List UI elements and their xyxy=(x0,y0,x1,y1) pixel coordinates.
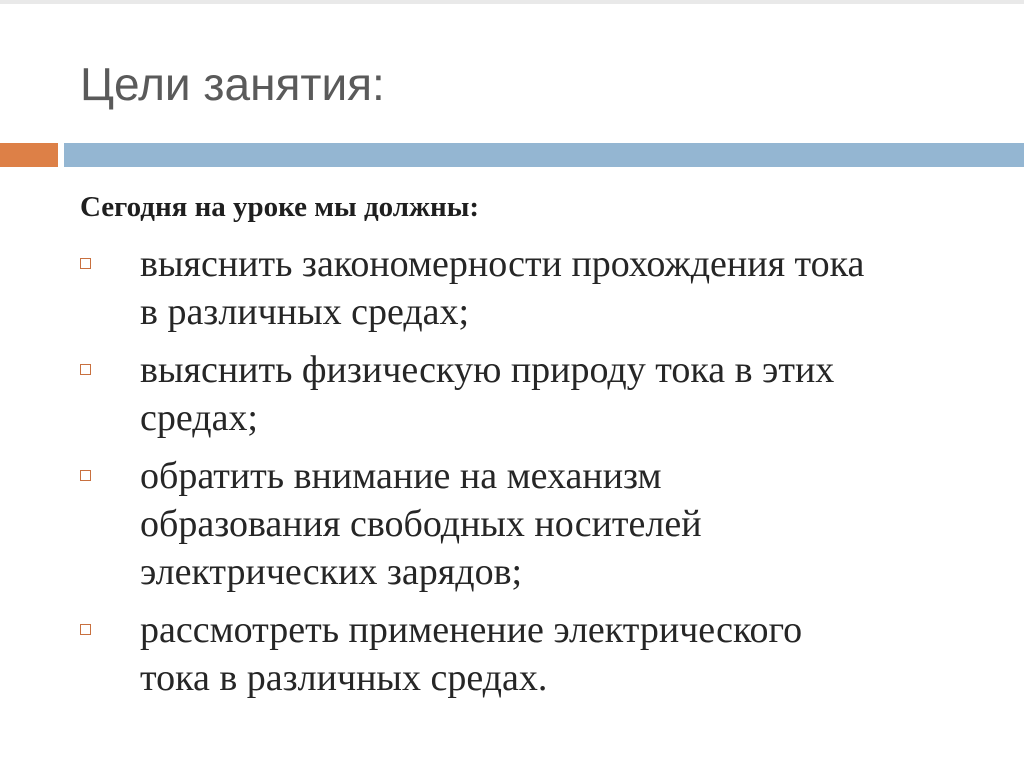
goal-text-line: образования свободных носителей xyxy=(140,503,702,545)
hollow-square-icon xyxy=(80,624,91,635)
goal-text-line: тока в различных средах. xyxy=(140,657,548,699)
hollow-square-icon xyxy=(80,258,91,269)
accent-bar xyxy=(0,143,58,167)
slide-top-edge xyxy=(0,0,1024,4)
list-item xyxy=(0,240,1010,336)
goal-text-line: в различных средах; xyxy=(140,291,470,333)
list-item xyxy=(0,606,1010,702)
goal-text-line: выяснить закономерности прохождения тока xyxy=(140,243,865,285)
list-item xyxy=(0,346,1010,442)
goal-text-line: обратить внимание на механизм xyxy=(140,455,662,497)
goals-list xyxy=(0,240,1024,712)
list-item xyxy=(0,452,1010,596)
title-divider-bar xyxy=(64,143,1024,167)
goal-text-line: рассмотреть применение электрического xyxy=(140,609,803,651)
hollow-square-icon xyxy=(80,364,91,375)
goal-text-line: выяснить физическую природу тока в этих xyxy=(140,349,835,391)
hollow-square-icon xyxy=(80,470,91,481)
intro-text: Сегодня на уроке мы должны: xyxy=(80,191,480,223)
goal-text-line: электрических зарядов; xyxy=(140,551,523,593)
slide-title: Цели занятия: xyxy=(80,58,385,110)
goal-text-line: средах; xyxy=(140,397,258,439)
